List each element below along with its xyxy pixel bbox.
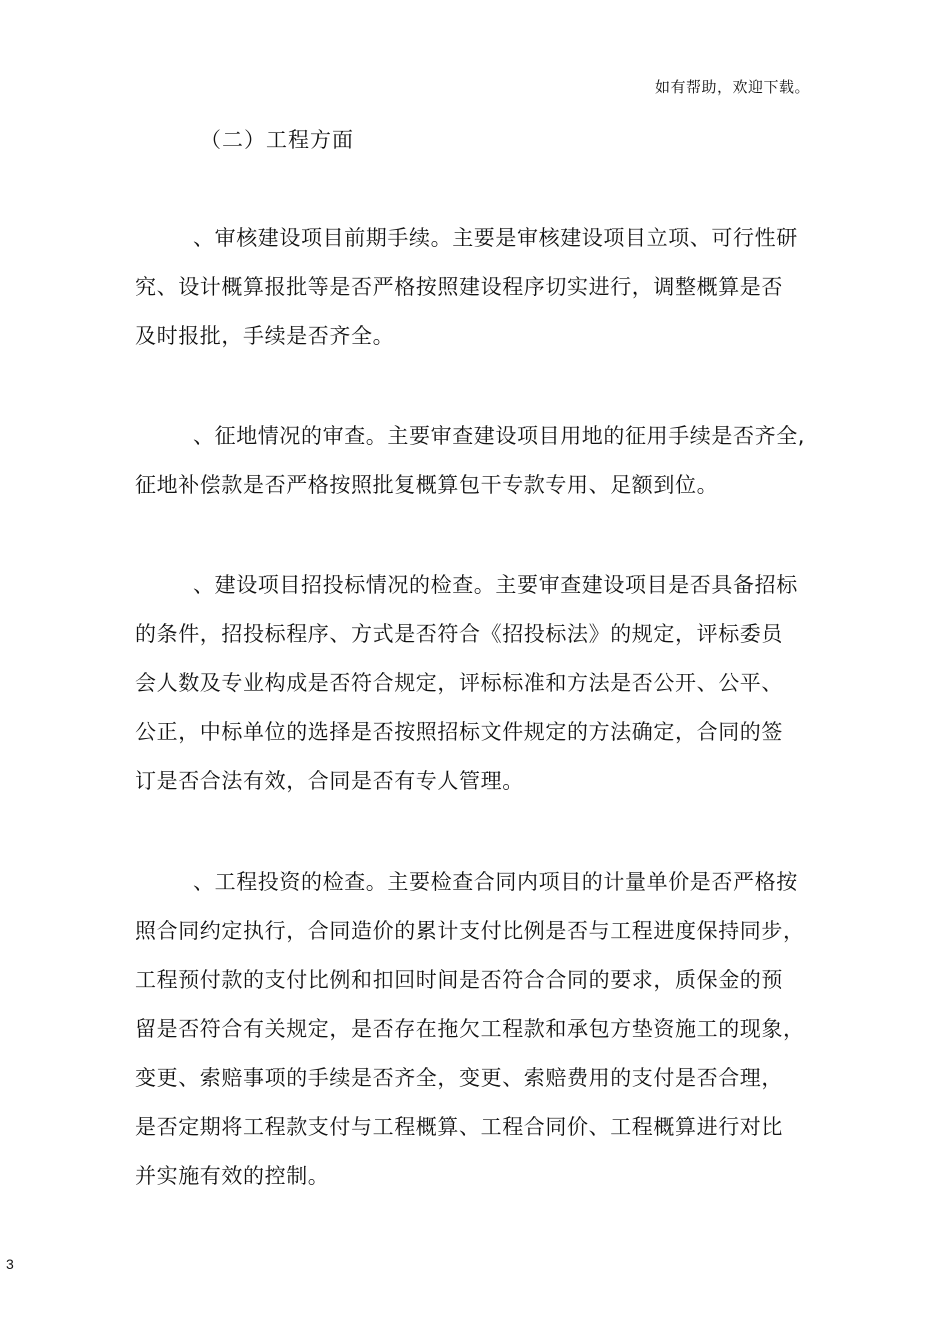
paragraph-line: 、征地情况的审查。主要审查建设项目用地的征用手续是否齐全, xyxy=(193,424,806,448)
paragraph-line: 工程预付款的支付比例和扣回时间是否符合合同的要求，质保金的预 xyxy=(135,968,783,992)
paragraph-line: 并实施有效的控制。 xyxy=(135,1164,330,1188)
paragraph-line: 、审核建设项目前期手续。主要是审核建设项目立项、可行性研 xyxy=(193,226,798,250)
header-note: 如有帮助，欢迎下载。 xyxy=(654,78,810,96)
paragraph-line: 、工程投资的检查。主要检查合同内项目的计量单价是否严格按 xyxy=(193,870,798,894)
paragraph-line: 公正，中标单位的选择是否按照招标文件规定的方法确定，合同的签 xyxy=(135,720,783,744)
paragraph-line: 照合同约定执行，合同造价的累计支付比例是否与工程进度保持同步， xyxy=(135,919,805,943)
paragraph-line: 征地补偿款是否严格按照批复概算包干专款专用、足额到位。 xyxy=(135,473,719,497)
paragraph-line: 的条件，招投标程序、方式是否符合《招投标法》的规定，评标委员 xyxy=(135,622,783,646)
paragraph-line: 订是否合法有效，合同是否有专人管理。 xyxy=(135,769,524,793)
paragraph-investment xyxy=(135,858,825,1201)
paragraph-line: 是否定期将工程款支付与工程概算、工程合同价、工程概算进行对比 xyxy=(135,1115,783,1139)
paragraph-line: 及时报批，手续是否齐全。 xyxy=(135,324,395,348)
section-heading: （二）工程方面 xyxy=(200,128,354,152)
page-number: 3 xyxy=(6,1256,14,1272)
paragraph-line: 变更、索赔事项的手续是否齐全，变更、索赔费用的支付是否合理， xyxy=(135,1066,783,1090)
paragraph-land-acquisition xyxy=(135,412,825,510)
paragraph-line: 留是否符合有关规定，是否存在拖欠工程款和承包方垫资施工的现象， xyxy=(135,1017,805,1041)
paragraph-project-procedures xyxy=(135,214,825,361)
paragraph-line: 、建设项目招投标情况的检查。主要审查建设项目是否具备招标 xyxy=(193,573,798,597)
paragraph-line: 会人数及专业构成是否符合规定，评标标准和方法是否公开、公平、 xyxy=(135,671,783,695)
paragraph-bidding xyxy=(135,561,825,806)
paragraph-line: 究、设计概算报批等是否严格按照建设程序切实进行，调整概算是否 xyxy=(135,275,783,299)
